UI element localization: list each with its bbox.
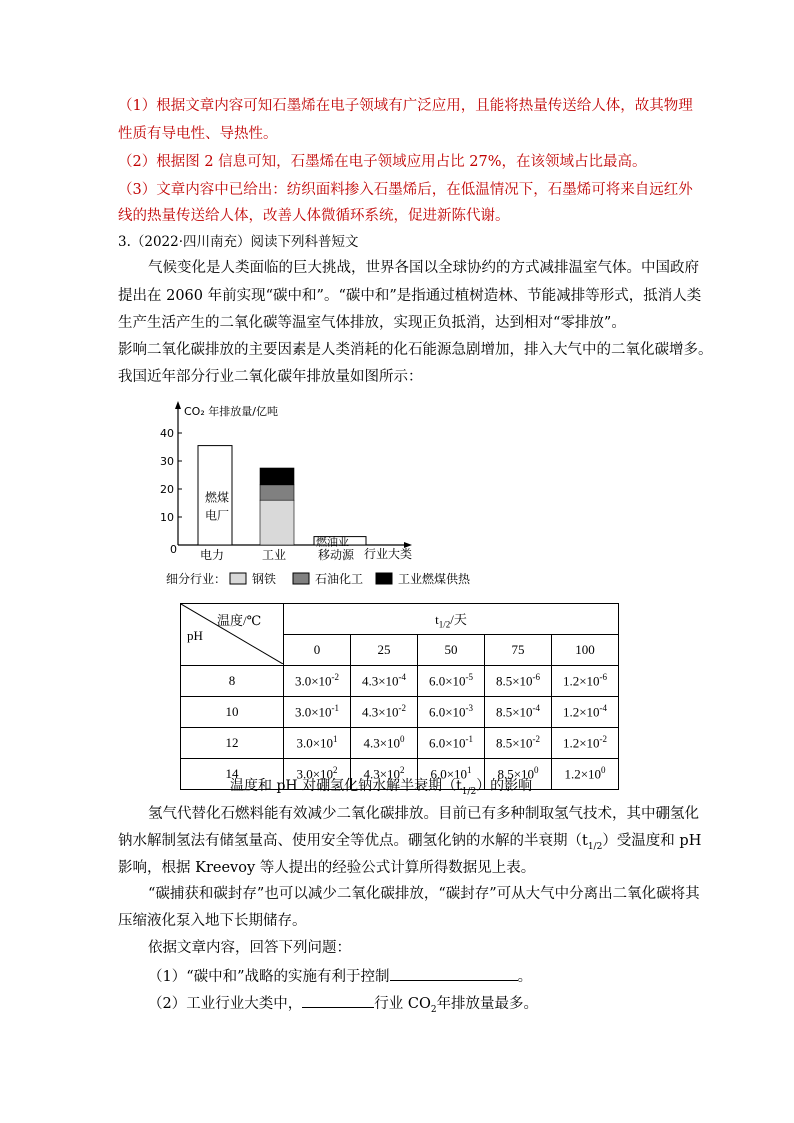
table-cell: $6.0\times 10^1$: [418, 759, 485, 790]
table-cell: $1.2\times 10^{-6}$: [552, 666, 619, 697]
table-row: [181, 666, 619, 697]
table-col-header-25: 25: [351, 635, 418, 666]
y-axis-arrow: [175, 401, 181, 409]
table-cell: $3.0\times 10^{-1}$: [284, 697, 351, 728]
table-cell: $3.0\times 10^2$: [284, 759, 351, 790]
bar-industry-1: [260, 500, 294, 545]
table-row: [181, 697, 619, 728]
emissions-bar-chart: [150, 395, 510, 595]
answer-line-2: 性质有导电性、导热性。: [118, 126, 278, 142]
legend-label-2: 石油化工: [315, 572, 364, 586]
table-col-header-100: 100: [552, 635, 619, 666]
answer-line-1: （1）根据文章内容可知石墨烯在电子领域有广泛应用，且能将热量传送给人体，故其物理: [118, 98, 693, 114]
table-cell: $1.2\times 10^0$: [552, 759, 619, 790]
para1-line-1: 气候变化是人类面临的巨大挑战，世界各国以全球协约的方式减排温室气体。中国政府: [148, 260, 699, 276]
question-1: （1）“碳中和”战略的实施有利于控制 。: [148, 966, 532, 987]
para2-line-2: 钠水解制氢法有储氢量高、使用安全等优点。硼氢化钠的水解的半衰期$(t_{1/2})$受温度和 pH: [118, 833, 702, 852]
y-axis-label: CO₂ 年排放量/亿吨: [184, 405, 278, 418]
table-cell: $6.0\times 10^{-1}$: [418, 728, 485, 759]
legend-swatch-2: [293, 573, 309, 584]
corner-temp-label: 温度/℃: [217, 613, 262, 628]
para2-line-3: 影响，根据 Kreevoy 等人提出的经验公式计算所得数据见上表。: [118, 860, 536, 876]
answer-blank-1[interactable]: [390, 966, 518, 981]
y-tick-label: 40: [160, 427, 174, 440]
legend-title: 细分行业：: [166, 572, 227, 586]
para1-line-3: 生产生活产生的二氧化碳等温室气体排放，实现正负抵消，达到相对“零排放”。: [118, 315, 626, 331]
table-col-header-75: 75: [485, 635, 552, 666]
table-cell: $6.0\times 10^{-3}$: [418, 697, 485, 728]
table-cell: $8.5\times 10^{-2}$: [485, 728, 552, 759]
bar-label-mobile: 燃油业: [316, 535, 349, 549]
bar-label-power-2: 电厂: [205, 508, 230, 523]
y-tick-label: 10: [160, 511, 174, 524]
bar-industry-3: [260, 468, 294, 485]
question-header: 3.（2022·四川南充）阅读下列科普短文: [118, 234, 359, 250]
table-cell: $4.3\times 10^0$: [351, 728, 418, 759]
table-cell: $1.2\times 10^{-2}$: [552, 728, 619, 759]
table-cell: $8.5\times 10^{-6}$: [485, 666, 552, 697]
bar-industry-2: [260, 485, 294, 500]
bar-label-power-1: 燃煤: [205, 490, 230, 505]
legend-swatch-3: [376, 573, 392, 584]
y-tick-label: 30: [160, 455, 174, 468]
x-tick-label: 工业: [262, 548, 287, 562]
table-row: [181, 728, 619, 759]
table-ph-cell: 12: [181, 728, 284, 759]
legend-label-1: 钢铁: [252, 572, 277, 586]
x-tick-label: 电力: [200, 548, 225, 562]
table-ph-cell: 14: [181, 759, 284, 790]
table-cell: $1.2\times 10^{-4}$: [552, 697, 619, 728]
y-tick-label: 20: [160, 483, 174, 496]
answer-line-5: 线的热量传送给人体，改善人体微循环系统，促进新陈代谢。: [118, 208, 510, 224]
para1-line-5: 我国近年部分行业二氧化碳年排放量如图所示：: [118, 369, 423, 385]
answer-line-3: （2）根据图 2 信息可知，石墨烯在电子领域应用占比 27%，在该领域占比最高。: [118, 154, 647, 170]
table-cell: $4.3\times 10^2$: [351, 759, 418, 790]
para1-line-4: 影响二氧化碳排放的主要因素是人类消耗的化石能源急剧增加，排入大气中的二氧化碳增多。: [118, 342, 713, 358]
table-cell: $4.3\times 10^{-2}$: [351, 697, 418, 728]
legend-swatch-1: [230, 573, 246, 584]
table-cell: $6.0\times 10^{-5}$: [418, 666, 485, 697]
table-col-header-0: 0: [284, 635, 351, 666]
x-tick-label: 移动源: [318, 548, 355, 562]
table-cell: $8.5\times 10^{-4}$: [485, 697, 552, 728]
table-cell: $4.3\times 10^{-4}$: [351, 666, 418, 697]
para1-line-2: 提出在 2060 年前实现“碳中和”。“碳中和”是指通过植树造林、节能减排等形式，抵消人类: [118, 288, 702, 304]
para3-line-2: 压缩液化泵入地下长期储存。: [118, 913, 307, 929]
table-cell: $3.0\times 10^1$: [284, 728, 351, 759]
table-cell: $3.0\times 10^{-2}$: [284, 666, 351, 697]
y-tick-label: 0: [170, 543, 177, 556]
table-group-header: $t_{1/2}/$天: [284, 604, 619, 635]
half-life-table: [180, 603, 619, 790]
prompt-text: 依据文章内容，回答下列问题：: [148, 940, 351, 956]
question-2: （2）工业行业大类中， 行业 $CO_2$年排放量最多。: [148, 993, 538, 1020]
para3-line-1: “碳捕获和碳封存”也可以减少二氧化碳排放，“碳封存”可从大气中分离出二氧化碳将其: [148, 886, 700, 902]
x-axis-label: 行业大类: [364, 547, 413, 561]
table-col-header-50: 50: [418, 635, 485, 666]
corner-ph-label: pH: [187, 628, 203, 643]
table-caption: 温度和 pH 对硼氢化钠水解半衰期$(t_{1/2})$的影响: [230, 778, 533, 797]
answer-line-4: （3）文章内容中已给出：纺织面料掺入石墨烯后，在低温情况下，石墨烯可将来自远红外: [118, 182, 693, 198]
answer-blank-2[interactable]: [302, 993, 374, 1008]
para2-line-1: 氢气代替化石燃料能有效减少二氧化碳排放。目前已有多种制取氢气技术，其中硼氢化: [148, 806, 699, 822]
table-corner-cell: [181, 604, 284, 666]
table-ph-cell: 10: [181, 697, 284, 728]
table-ph-cell: 8: [181, 666, 284, 697]
table-cell: $8.5\times 10^0$: [485, 759, 552, 790]
legend-label-3: 工业燃煤供热: [398, 572, 471, 586]
